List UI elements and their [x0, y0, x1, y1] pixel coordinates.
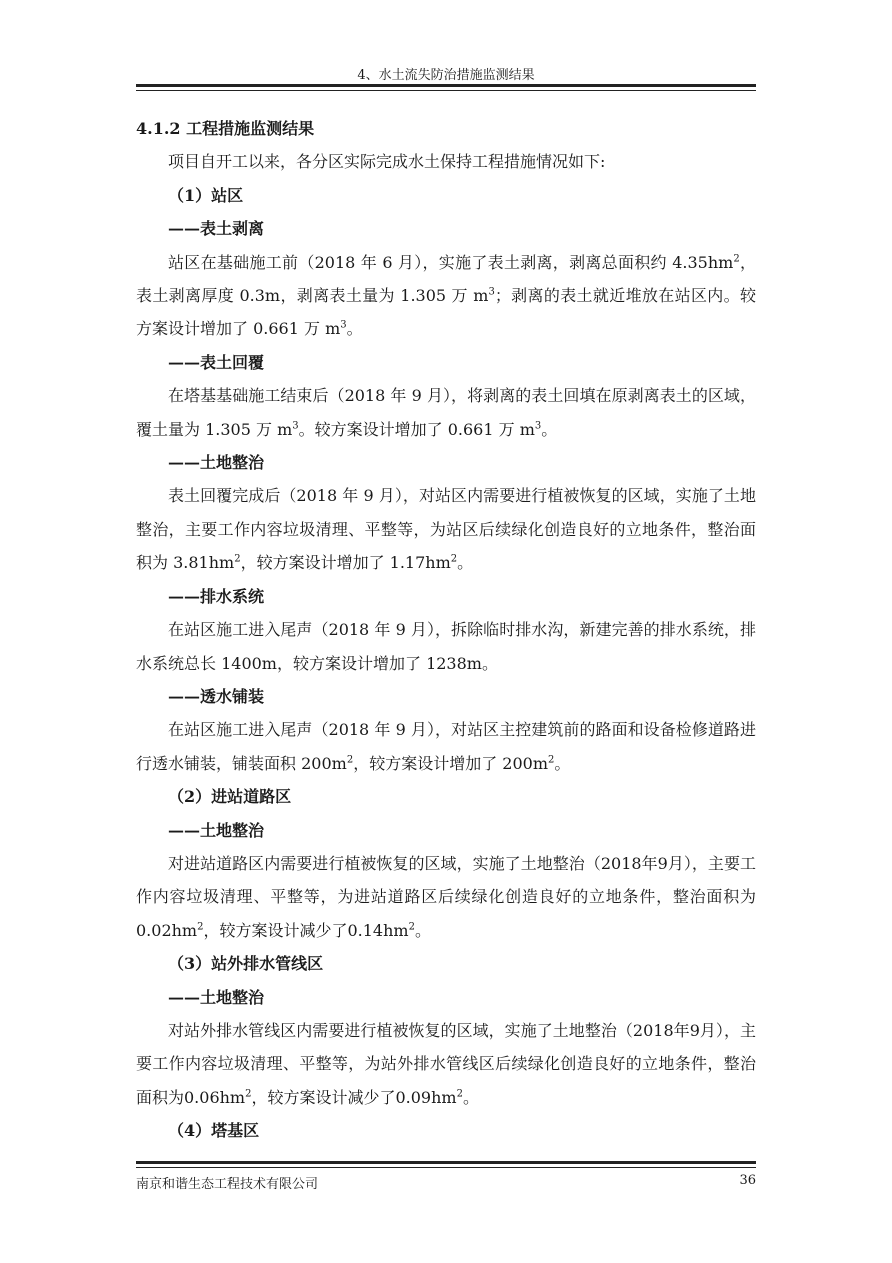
zone3-m1-heading: ——土地整治 — [168, 987, 265, 1007]
footer-company: 南京和谐生态工程技术有限公司 — [136, 1177, 319, 1192]
zone4-title: （4）塔基区 — [168, 1121, 260, 1141]
zone1-m5-heading: ——透水铺装 — [168, 686, 265, 706]
page-number: 36 — [739, 1173, 756, 1188]
footer-rule-thin — [136, 1167, 756, 1168]
zone2-m1-heading: ——土地整治 — [168, 820, 265, 840]
footer-rule-thick — [136, 1161, 756, 1164]
zone3-title: （3）站外排水管线区 — [168, 954, 324, 974]
zone1-title: （1）站区 — [168, 185, 244, 205]
zone2-title: （2）进站道路区 — [168, 787, 292, 807]
zone2-m1-paragraph: 对进站道路区内需要进行植被恢复的区域，实施了土地整治（2018年9月），主要工作内容垃圾清理、平整等，为进站道路区后续绿化创造良好的立地条件，整治面积为$0.02hm^2$，较方案设计减少了$0.14hm^2$。 — [136, 853, 756, 940]
zone1-m1-paragraph: 站区在基础施工前（2018 年 6 月），实施了表土剥离，剥离总面积约 $4.35hm^2$，表土剥离厚度 0.3m，剥离表土量为 1.305 万 $m^3$；剥离的表土就近堆放在站区内。较方案设计增加了 0.661 万 $m^3$。 — [136, 252, 756, 339]
zone1-m3-heading: ——土地整治 — [168, 453, 265, 473]
zone3-m1-paragraph: 对站外排水管线区内需要进行植被恢复的区域，实施了土地整治（2018年9月），主要工作内容垃圾清理、平整等，为站外排水管线区后续绿化创造良好的立地条件，整治面积为$0.06hm^2$，较方案设计减少了$0.09hm^2$。 — [136, 1020, 756, 1107]
header-rule-thin — [136, 90, 756, 91]
section-title: 4.1.2 工程措施监测结果 — [136, 119, 315, 138]
zone1-m4-paragraph: 在站区施工进入尾声（2018 年 9 月），拆除临时排水沟，新建完善的排水系统，排水系统总长 1400m，较方案设计增加了 1238m。 — [136, 620, 756, 673]
running-header: 4、水土流失防治措施监测结果 — [357, 68, 535, 83]
zone1-m3-paragraph: 表土回覆完成后（2018 年 9 月），对站区内需要进行植被恢复的区域，实施了土地整治，主要工作内容垃圾清理、平整等，为站区后续绿化创造良好的立地条件，整治面积为 $3.81hm^2$，较方案设计增加了 $1.17hm^2$。 — [136, 486, 756, 573]
zone1-m2-heading: ——表土回覆 — [168, 352, 265, 372]
zone1-m4-heading: ——排水系统 — [168, 586, 265, 606]
header-rule-thick — [136, 84, 756, 87]
page-body — [136, 112, 756, 1148]
intro-paragraph: 项目自开工以来，各分区实际完成水土保持工程措施情况如下: — [168, 152, 606, 172]
zone1-m5-paragraph: 在站区施工进入尾声（2018 年 9 月），对站区主控建筑前的路面和设备检修道路进行透水铺装，铺装面积 $200m^2$，较方案设计增加了 $200m^2$。 — [136, 720, 756, 773]
zone1-m1-heading: ——表土剥离 — [168, 219, 265, 239]
zone1-m2-paragraph: 在塔基基础施工结束后（2018 年 9 月），将剥离的表土回填在原剥离表土的区域，覆土量为 1.305 万 $m^3$。较方案设计增加了 0.661 万 $m^3$。 — [136, 386, 756, 439]
